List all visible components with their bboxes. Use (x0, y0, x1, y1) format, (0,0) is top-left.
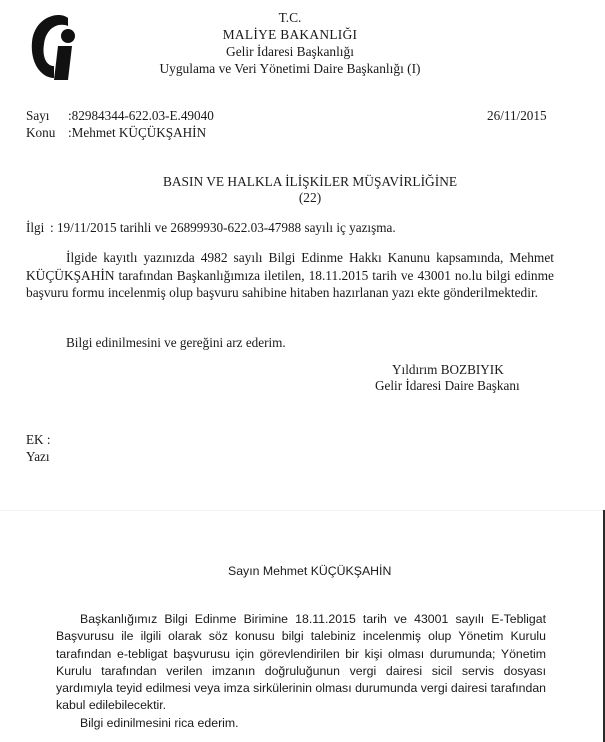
attachments-item: Yazı (26, 449, 50, 464)
header-presidency: Gelir İdaresi Başkanlığı (226, 44, 354, 59)
addressee-code: (22) (298, 190, 322, 205)
signature-name: Yıldırım BOZBIYIK (392, 362, 504, 377)
attachments-label: EK : (26, 432, 51, 447)
header-department: Uygulama ve Veri Yönetimi Daire Başkanlığı (I) (159, 61, 421, 76)
letter-closing: Bilgi edinilmesini rica ederim. (80, 716, 239, 730)
ilgi-value: : 19/11/2015 tarihli ve 26899930-622.03-47988 sayılı iç yazışma. (50, 220, 396, 235)
letter-salutation: Sayın Mehmet KÜÇÜKŞAHİN (228, 564, 392, 578)
signature-title: Gelir İdaresi Daire Başkanı (375, 378, 520, 393)
header-ministry: MALİYE BAKANLIĞI (222, 27, 358, 42)
ilgi-label: İlgi (26, 220, 45, 235)
body-paragraph: İlgide kayıtlı yazınızda 4982 sayılı Bilgi Edinme Hakkı Kanunu kapsamında, Mehmet KÜÇÜKŞAHİN tarafından Başkanlığımıza iletilen, 18.11.2015 tarih ve 43001 no.lu bilgi edinme başvuru formu incelenmiş olup başvuru sahibine hitaben hazırlanan yazı ekte gönderilmektedir. (26, 250, 554, 301)
document-date: 26/11/2015 (487, 108, 547, 123)
sayi-label: Sayı (26, 108, 50, 123)
body-closing: Bilgi edinilmesini ve gereğini arz ederim. (66, 335, 286, 350)
gib-logo-mark (32, 15, 75, 80)
konu-value: :Mehmet KÜÇÜKŞAHİN (68, 125, 207, 140)
addressee-title: BASIN VE HALKLA İLİŞKİLER MÜŞAVİRLİĞİNE (162, 174, 458, 189)
sayi-value: :82984344-622.03-E.49040 (68, 108, 214, 123)
header-tc: T.C. (278, 10, 302, 25)
page-divider (0, 510, 605, 511)
konu-label: Konu (26, 125, 56, 140)
gib-logo (28, 12, 80, 84)
letter-paragraph: Başkanlığımız Bilgi Edinme Birimine 18.11.2015 tarih ve 43001 sayılı E-Tebligat Başvurusu ile ilgili olarak söz konusu bilgi talebiniz incelenmiş olup Yönetim Kurulu tarafından e-tebligat başvurusu için görevlendirilen bir kişi olması durumunda; Yönetim Kurulu tarafından verilen imzanın doğruluğunun vergi dairesi sicil servis dosyası yardımıyla teyid edilmesi veya imza sirkülerinin olması durumunda vergi dairesi tarafından kabul edilebilecektir. (56, 612, 546, 713)
